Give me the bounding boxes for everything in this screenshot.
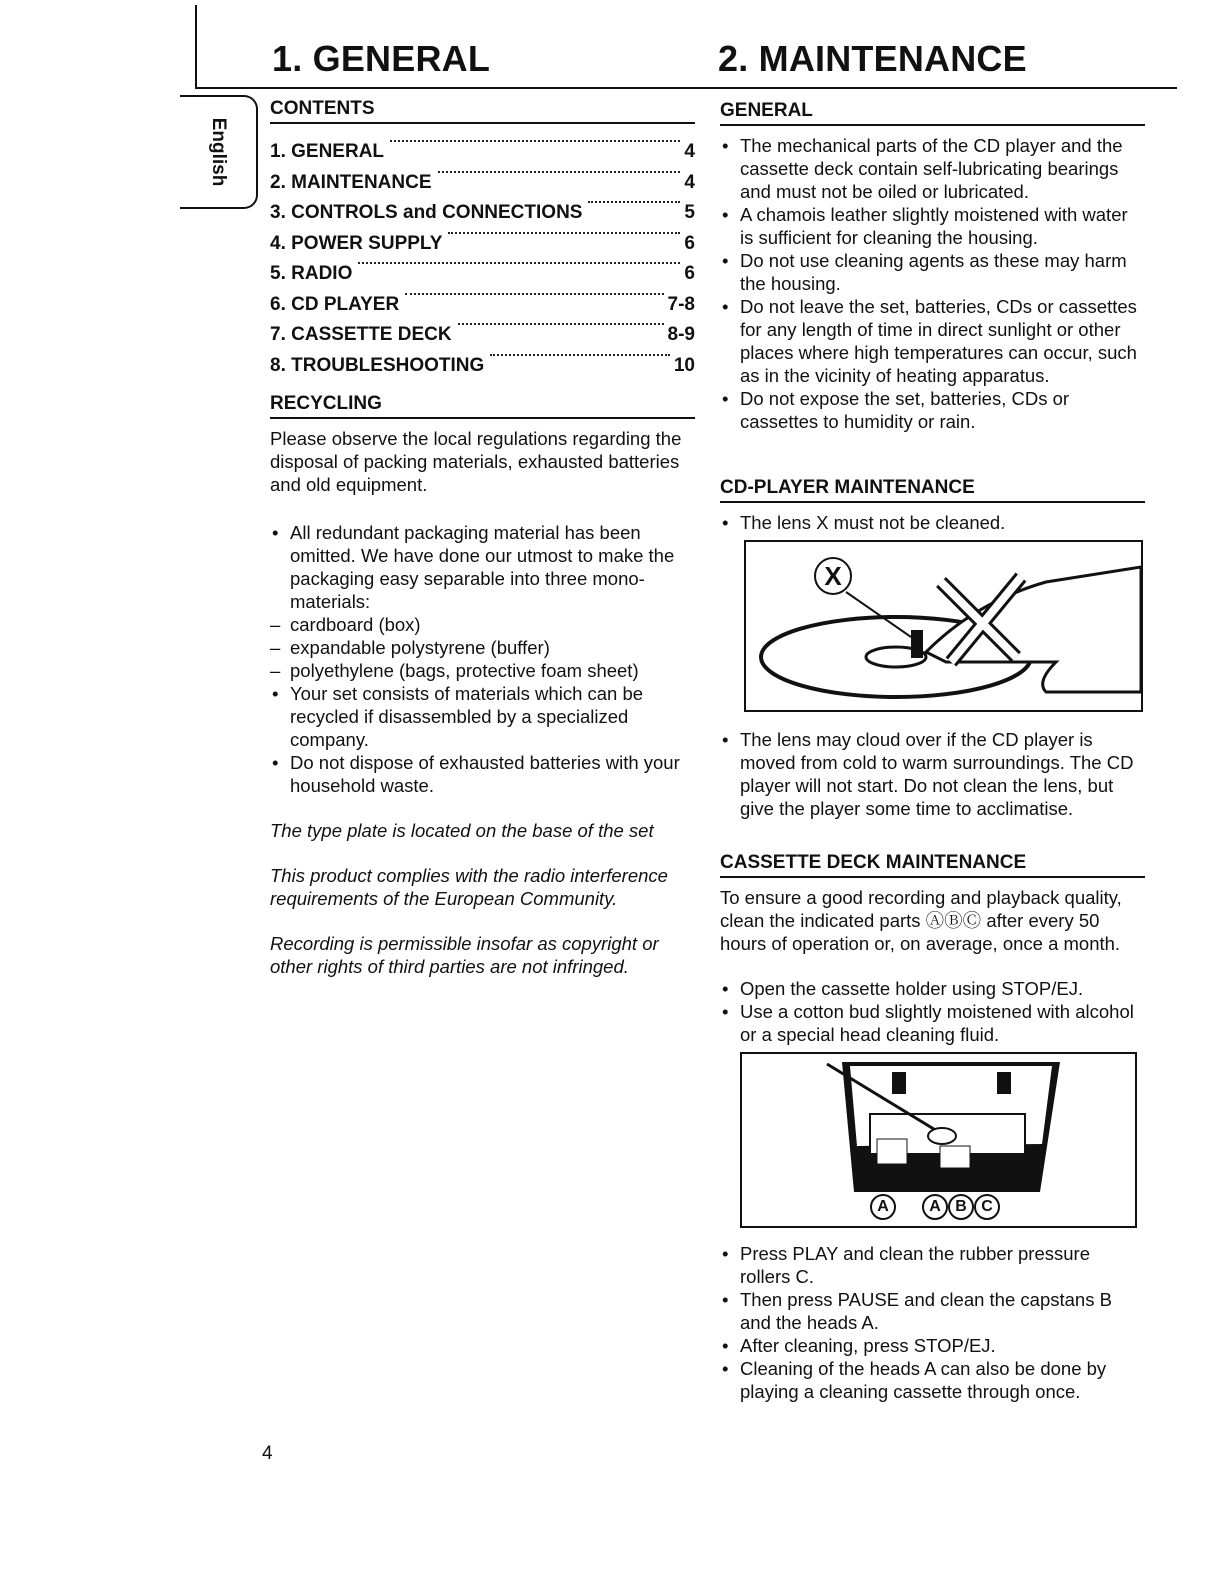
contents-list [270,140,695,384]
compliance-note: This product complies with the radio interference requirements of the European Community. [270,865,668,909]
toc-label: 7. CASSETTE DECK [270,324,452,345]
toc-leader [490,354,670,356]
language-tab [180,95,258,209]
header-rule [195,87,1177,89]
cd-lens-illustration [744,540,1143,712]
list-item: • The mechanical parts of the CD player and the cassette deck contain self-lubricating bearings and must not be oiled or lubricated. [720,134,1145,203]
toc-item [270,354,695,385]
toc-label: 3. CONTROLS and CONNECTIONS [270,202,583,223]
list-item: • The lens may cloud over if the CD player is moved from cold to warm surroundings. The CD player will not start. Do not clean the lens, but give the player some time to acclimatise. [720,728,1145,820]
list-item: • Cleaning of the heads A can also be done by playing a cleaning cassette through once. [720,1357,1145,1403]
toc-leader [458,323,664,325]
list-item: • After cleaning, press STOP/EJ. [720,1334,1145,1357]
toc-label: 4. POWER SUPPLY [270,232,443,254]
list-item: – polyethylene (bags, protective foam sheet) [270,659,695,682]
toc-label: 6. CD PLAYER [270,293,400,315]
language-tab-label: English [208,117,229,187]
toc-leader [390,140,680,142]
list-item: • Open the cassette holder using STOP/EJ. [720,977,1145,1000]
toc-item [270,262,695,293]
list-item: • All redundant packaging material has been omitted. We have done our utmost to make the packaging easy separable into three mono-materials: [270,521,695,613]
list-item: • Do not leave the set, batteries, CDs or cassettes for any length of time in direct sunlight or other places where high temperatures can occur, such as in the vicinity of heating apparatus. [720,295,1145,387]
toc-item [270,323,695,354]
part-labels [870,1194,1000,1220]
lens-x-label: X [814,557,852,595]
general-heading: GENERAL [720,99,1145,126]
type-plate-note: The type plate is located on the base of the set [270,820,654,841]
toc-label: 1. GENERAL [270,141,385,162]
part-label-a: A [922,1194,948,1220]
list-item: • Do not dispose of exhausted batteries with your household waste. [270,751,695,797]
margin-line [195,5,197,89]
toc-item [270,201,695,232]
toc-item [270,232,695,263]
list-item: • Your set consists of materials which can be recycled if disassembled by a specialized company. [270,682,695,751]
toc-page: 4 [684,141,695,162]
toc-leader [358,262,680,264]
section-title-general: 1. GENERAL [272,38,491,79]
toc-leader [405,293,663,295]
list-item: – cardboard (box) [270,613,695,636]
toc-item [270,140,695,171]
left-column [270,97,695,978]
recycling-intro: Please observe the local regulations regarding the disposal of packing materials, exhausted batteries and old equipment. [270,428,682,495]
toc-label: 5. RADIO [270,263,353,284]
cassette-maintenance [720,851,1145,1403]
right-column [720,99,1145,433]
toc-page: 6 [684,263,695,284]
toc-item [270,171,695,202]
toc-leader [588,201,680,203]
part-label-b: B [948,1194,974,1220]
toc-page: 6 [684,232,695,254]
general-list [720,134,1145,433]
page-number: 4 [262,1443,273,1464]
toc-page: 7-8 [667,293,695,315]
part-label-a: A [870,1194,896,1220]
list-item: • Press PLAY and clean the rubber pressure rollers C. [720,1242,1145,1288]
toc-page: 10 [673,354,695,376]
copyright-note: Recording is permissible insofar as copyright or other rights of third parties are not infringed. [270,933,659,977]
contents-heading: CONTENTS [270,97,695,124]
cd-maintenance [720,476,1145,820]
cassette-head-illustration [740,1052,1137,1228]
part-label-c: C [974,1194,1000,1220]
toc-page: 5 [684,202,695,223]
recycling-heading: RECYCLING [270,392,695,419]
list-item: • A chamois leather slightly moistened with water is sufficient for cleaning the housing. [720,203,1145,249]
section-title-maintenance: 2. MAINTENANCE [718,38,1027,79]
cassette-intro: To ensure a good recording and playback quality, clean the indicated parts ⒶⒷⒸ after every 50 hours of operation or, on average, once a month. [720,887,1122,954]
list-item: • Then press PAUSE and clean the capstans B and the heads A. [720,1288,1145,1334]
recycling-list [270,521,695,797]
toc-label: 8. TROUBLESHOOTING [270,354,485,376]
cassette-heading: CASSETTE DECK MAINTENANCE [720,851,1145,878]
toc-leader [448,232,680,234]
list-item: • Do not expose the set, batteries, CDs or cassettes to humidity or rain. [720,387,1145,433]
list-item: • Do not use cleaning agents as these may harm the housing. [720,249,1145,295]
list-item: – expandable polystyrene (buffer) [270,636,695,659]
toc-leader [438,171,681,173]
cd-heading: CD-PLAYER MAINTENANCE [720,476,1145,503]
toc-page: 8-9 [667,324,695,345]
list-item: • Use a cotton bud slightly moistened with alcohol or a special head cleaning fluid. [720,1000,1145,1046]
toc-item [270,293,695,324]
cd-lens-drawing [746,542,1141,710]
toc-page: 4 [684,171,695,193]
list-item: • The lens X must not be cleaned. [720,511,1145,534]
toc-label: 2. MAINTENANCE [270,171,432,193]
